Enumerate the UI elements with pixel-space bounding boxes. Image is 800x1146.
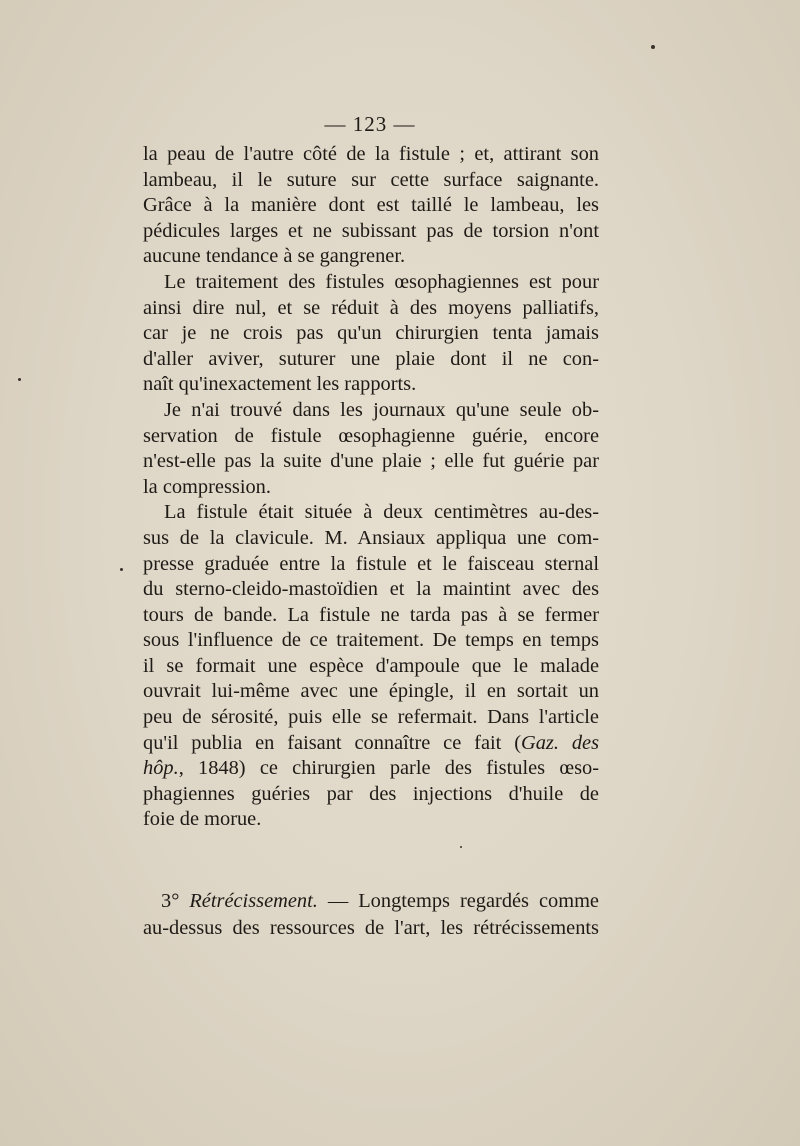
text-line: au-dessus des ressources de l'art, les rétrécissements xyxy=(143,917,599,939)
text-line: ainsi dire nul, et se réduit à des moyens palliatifs, xyxy=(143,296,599,319)
text-line: pédicules larges et ne subissant pas de torsion n'ont xyxy=(143,219,599,242)
text-fragment: qu'il publia en faisant connaître ce fait ( xyxy=(143,731,521,754)
paper-speck xyxy=(120,568,123,571)
text-line: Le traitement des fistules œsophagiennes est pour xyxy=(164,270,599,293)
text-line-with-reference xyxy=(143,731,599,757)
section-number: 3° xyxy=(161,890,180,912)
text-line: Je n'ai trouvé dans les journaux qu'une seule ob- xyxy=(164,398,599,421)
text-line: n'est-elle pas la suite d'une plaie ; elle fut guérie par xyxy=(143,450,599,473)
text-line: presse graduée entre la fistule et le faisceau sternal xyxy=(143,552,599,575)
text-line: sus de la clavicule. M. Ansiaux appliqua une com- xyxy=(143,526,599,549)
body-text xyxy=(143,142,599,833)
text-line: foie de morue. xyxy=(143,808,262,831)
text-line: servation de fistule œsophagienne guérie, encore xyxy=(143,424,599,447)
paragraph-3 xyxy=(143,398,599,500)
paper-speck xyxy=(651,45,655,49)
text-line: la compression. xyxy=(143,475,271,498)
section-dash: — xyxy=(317,890,359,912)
section-heading-block xyxy=(143,888,599,942)
text-line: ouvrait lui-même avec une épingle, il en sortait un xyxy=(143,680,599,703)
text-line: sous l'influence de ce traitement. De temps en temps xyxy=(143,629,599,652)
paragraph-4 xyxy=(143,500,599,833)
text-fragment: , 1848) ce chirurgien parle des fistules œso- xyxy=(178,757,599,780)
paragraph-2 xyxy=(143,270,599,398)
section-title: Rétrécissement. xyxy=(189,890,318,912)
text-line: d'aller aviver, suturer une plaie dont il ne con- xyxy=(143,347,599,370)
text-line: Grâce à la manière dont est taillé le lambeau, les xyxy=(143,194,599,217)
journal-abbreviation: Gaz. des xyxy=(521,731,600,754)
page-number: — 123 — xyxy=(324,112,416,136)
text-line: aucune tendance à se gangrener. xyxy=(143,245,406,268)
text-line: naît qu'inexactement les rapports. xyxy=(143,373,417,396)
paper-speck xyxy=(460,846,462,848)
text-line: la peau de l'autre côté de la fistule ; et, attirant son xyxy=(143,143,599,165)
text-line: La fistule était située à deux centimètres au-des- xyxy=(164,501,599,524)
text-line: lambeau, il le suture sur cette surface saignante. xyxy=(143,168,599,191)
text-line: tours de bande. La fistule ne tarda pas à se fermer xyxy=(143,603,599,626)
text-line: peu de sérosité, puis elle se refermait. Dans l'article xyxy=(143,706,599,729)
section-first-line xyxy=(143,888,599,915)
text-fragment: Longtemps regardés comme xyxy=(358,890,599,912)
text-line: il se formait une espèce d'ampoule que le malade xyxy=(143,654,599,677)
text-line: phagiennes guéries par des injections d'huile de xyxy=(143,782,599,805)
journal-abbreviation: hôp. xyxy=(143,757,179,780)
text-line: car je ne crois pas qu'un chirurgien tenta jamais xyxy=(143,322,599,345)
paper-speck xyxy=(18,378,21,381)
text-line: du sterno-cleido-mastoïdien et la maintint avec des xyxy=(143,578,599,601)
paragraph-1 xyxy=(143,142,599,270)
text-line-with-reference xyxy=(143,756,599,782)
